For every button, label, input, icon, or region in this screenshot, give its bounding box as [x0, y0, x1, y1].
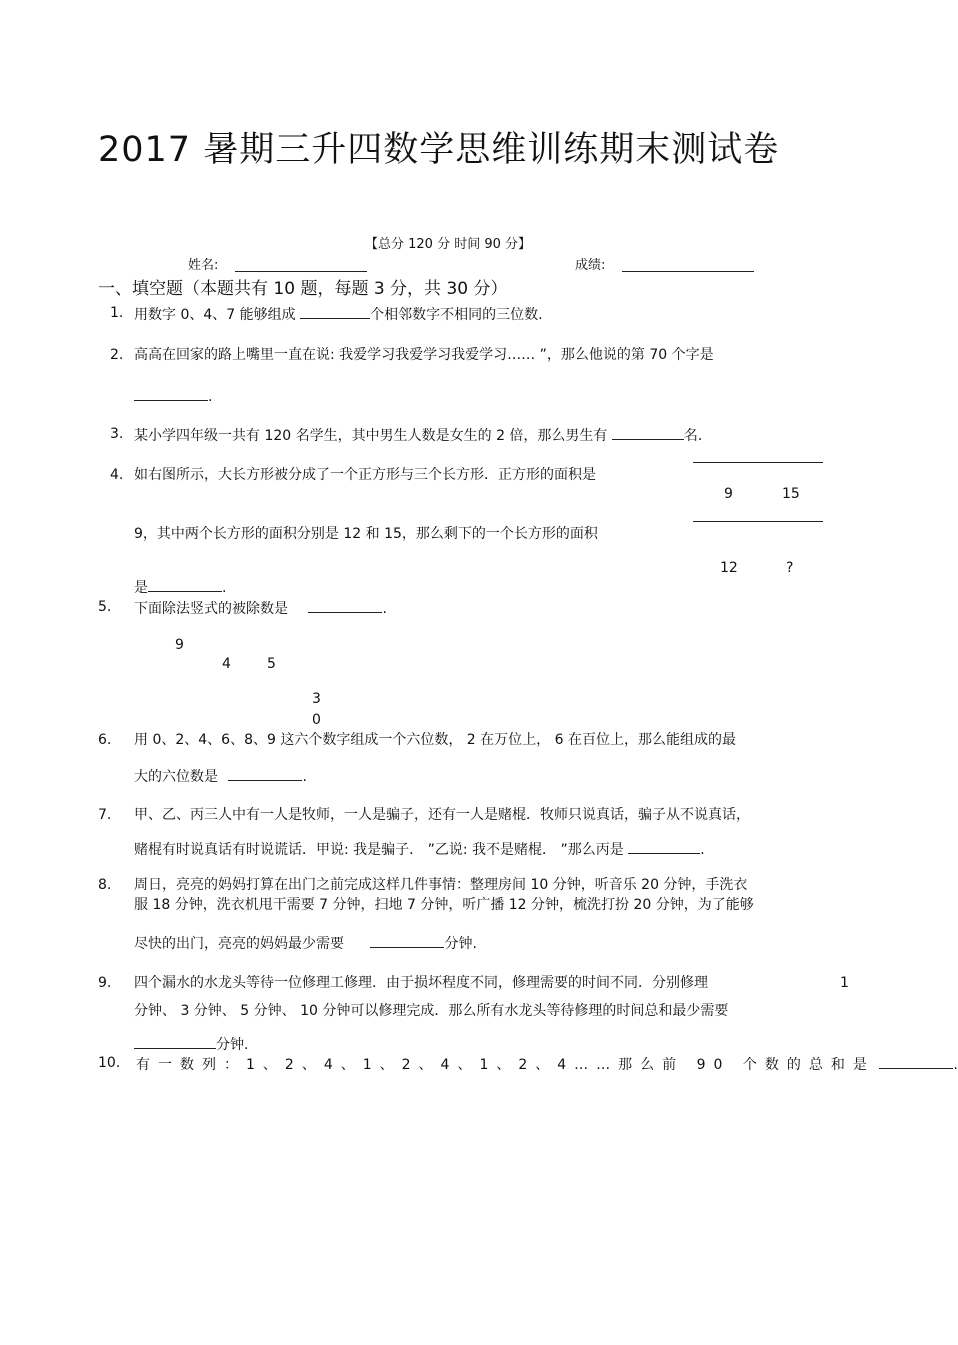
question-text: 个相邻数字不相同的三位数.: [370, 307, 543, 323]
question-text: 赌棍有时说真话有时说谎话．甲说: 我是骗子． ”乙说: 我不是赌棍． ”那么丙是: [134, 842, 624, 858]
answer-blank-10[interactable]: [879, 1054, 953, 1069]
question-text: 分钟.: [216, 1037, 249, 1053]
question-number: 8.: [98, 877, 112, 893]
division-digit: 5: [267, 656, 276, 672]
question-2-line1: 高高在回家的路上嘴里一直在说: 我爱学习我爱学习我爱学习…… ”，那么他说的第 70 个字是: [134, 347, 714, 363]
question-9-line3: [134, 1034, 248, 1054]
question-text: .: [953, 1057, 958, 1073]
question-number: 9.: [98, 975, 112, 991]
question-text: 有一数列：1、2、4、1、2、4、1、2、4……那么前 90 个数的总和是: [136, 1057, 875, 1073]
question-text: 尽快的出门，亮亮的妈妈最少需要: [134, 936, 344, 952]
figure-area-rect: 15: [782, 486, 800, 502]
question-text: 分钟.: [444, 936, 477, 952]
question-9-line2: 分钟、 3 分钟、 5 分钟、 10 分钟可以修理完成．那么所有水龙头等待修理的时间总和最少需要: [134, 1003, 729, 1019]
answer-blank-4[interactable]: [148, 577, 222, 592]
question-text: 名.: [683, 428, 703, 444]
question-text: 下面除法竖式的被除数是: [134, 601, 288, 617]
question-2-line2: [134, 386, 212, 406]
answer-blank-6[interactable]: [228, 766, 302, 781]
question-text: 某小学四年级一共有 120 名学生，其中男生人数是女生的 2 倍，那么男生有: [134, 428, 608, 444]
question-text: 大的六位数是: [134, 769, 218, 785]
question-number: 5.: [98, 599, 112, 615]
score-time-info: 【总分 120 分 时间 90 分】: [365, 237, 532, 252]
question-text: .: [222, 580, 227, 596]
answer-blank-7[interactable]: [628, 839, 700, 854]
question-10: [136, 1054, 958, 1074]
question-text: .: [700, 842, 705, 858]
answer-blank-1[interactable]: [300, 304, 370, 319]
question-number: 4.: [110, 467, 124, 483]
question-8-line1: 周日，亮亮的妈妈打算在出门之前完成这样几件事情：整理房间 10 分钟，听音乐 20 分钟，手洗衣: [134, 877, 748, 893]
question-6-line2: [134, 766, 307, 786]
question-4-line1: 如右图所示，大长方形被分成了一个正方形与三个长方形．正方形的面积是: [134, 467, 596, 483]
question-text: .: [208, 389, 213, 405]
question-text: 是: [134, 580, 148, 596]
question-7-line1: 甲、乙、丙三人中有一人是牧师，一人是骗子，还有一人是赌棍．牧师只说真话，骗子从不说真话，: [134, 807, 750, 823]
answer-blank-2[interactable]: [134, 386, 208, 401]
question-text: .: [302, 769, 307, 785]
figure-area-rect: 12: [720, 560, 738, 576]
figure-top-line: [693, 462, 823, 463]
figure-area-unknown: ?: [786, 560, 794, 576]
section-heading: 一、填空题（本题共有 10 题，每题 3 分，共 30 分）: [98, 279, 508, 299]
division-digit: 3: [312, 691, 321, 707]
question-9-line1-end: 1: [840, 975, 849, 991]
question-text: .: [382, 601, 387, 617]
figure-area-square: 9: [724, 486, 733, 502]
answer-blank-3[interactable]: [612, 425, 684, 440]
grade-field[interactable]: [622, 257, 754, 272]
question-3: [134, 425, 702, 445]
question-text: 用数字 0、4、7 能够组成: [134, 307, 296, 323]
question-4-line3: [134, 577, 226, 597]
answer-blank-9[interactable]: [134, 1034, 216, 1049]
question-number: 7.: [98, 807, 112, 823]
question-8-line3: [134, 933, 477, 953]
question-9-line1: 四个漏水的水龙头等待一位修理工修理．由于损坏程度不同，修理需要的时间不同．分别修理: [134, 975, 708, 991]
question-8-line2: 服 18 分钟，洗衣机甩干需要 7 分钟，扫地 7 分钟，听广播 12 分钟，梳洗打扮 20 分钟，为了能够: [134, 897, 754, 913]
question-5: [134, 598, 387, 618]
division-digit: 9: [175, 637, 184, 653]
grade-label: 成绩:: [575, 258, 606, 273]
question-number: 2.: [110, 347, 124, 363]
question-number: 3.: [110, 426, 124, 442]
page-title: 2017 暑期三升四数学思维训练期末测试卷: [98, 130, 780, 170]
name-label: 姓名:: [188, 258, 219, 273]
question-number: 10.: [98, 1055, 121, 1071]
name-field[interactable]: [235, 257, 367, 272]
division-digit: 4: [222, 656, 231, 672]
division-digit: 0: [312, 712, 321, 728]
answer-blank-8[interactable]: [370, 933, 444, 948]
question-number: 1.: [110, 305, 124, 321]
question-1: [134, 304, 543, 324]
question-4-line2: 9，其中两个长方形的面积分别是 12 和 15，那么剩下的一个长方形的面积: [134, 526, 598, 542]
question-6-line1: 用 0、2、4、6、8、9 这六个数字组成一个六位数， 2 在万位上， 6 在百位上，那么能组成的最: [134, 732, 736, 748]
answer-blank-5[interactable]: [308, 598, 382, 613]
question-number: 6.: [98, 732, 112, 748]
question-7-line2: [134, 839, 705, 859]
figure-middle-line: [693, 521, 823, 522]
